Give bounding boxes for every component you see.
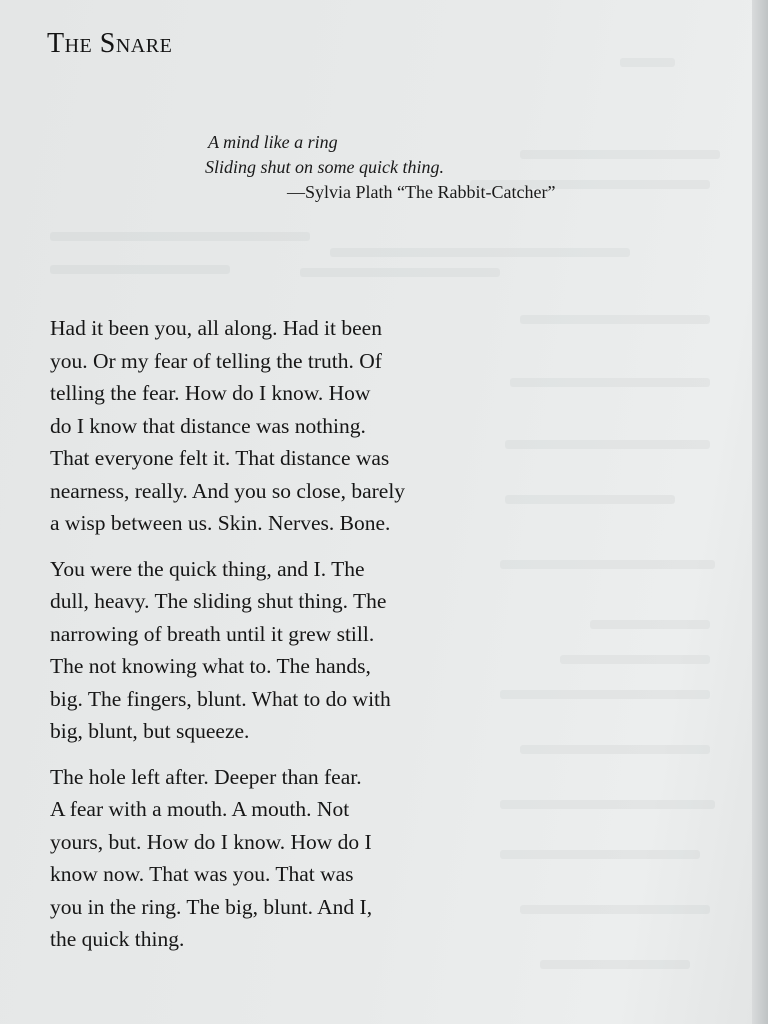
poem-line: know now. That was you. That was bbox=[50, 862, 354, 886]
page-edge bbox=[752, 0, 768, 1024]
epigraph bbox=[205, 130, 645, 205]
poem-line: yours, but. How do I know. How do I bbox=[50, 829, 372, 854]
poem-line: The not knowing what to. The hands, bbox=[50, 654, 371, 678]
stanza-3 bbox=[50, 761, 482, 956]
poem-line: a wisp between us. Skin. Nerves. Bone. bbox=[50, 511, 391, 535]
epigraph-line: A mind like a ring bbox=[208, 132, 338, 152]
poem-line: That everyone felt it. That distance was bbox=[50, 446, 390, 470]
poem-line: you in the ring. The big, blunt. And I, bbox=[50, 894, 373, 919]
epigraph-attribution: —Sylvia Plath “The Rabbit-Catcher” bbox=[287, 182, 556, 202]
poem-line: nearness, really. And you so close, barely bbox=[50, 478, 406, 503]
poem-line: The hole left after. Deeper than fear. bbox=[50, 764, 362, 789]
poem-line: big. The fingers, blunt. What to do with bbox=[50, 686, 391, 711]
poem-line: You were the quick thing, and I. The bbox=[50, 556, 365, 581]
stanza-2 bbox=[50, 553, 482, 748]
poem-line: the quick thing. bbox=[50, 927, 185, 951]
poem-body bbox=[50, 312, 482, 956]
poem-line: Had it been you, all along. Had it been bbox=[50, 316, 382, 340]
poem-line: do I know that distance was nothing. bbox=[50, 413, 366, 438]
poem-line: telling the fear. How do I know. How bbox=[50, 381, 371, 405]
poem-line: you. Or my fear of telling the truth. Of bbox=[50, 348, 382, 373]
poem-line: narrowing of breath until it grew still. bbox=[50, 621, 375, 646]
poem-title: The Snare bbox=[47, 28, 173, 59]
poem-line: big, blunt, but squeeze. bbox=[50, 719, 250, 743]
epigraph-line: Sliding shut on some quick thing. bbox=[205, 157, 444, 177]
stanza-1 bbox=[50, 312, 482, 540]
poem-line: A fear with a mouth. A mouth. Not bbox=[50, 797, 350, 821]
poem-line: dull, heavy. The sliding shut thing. The bbox=[50, 589, 387, 613]
